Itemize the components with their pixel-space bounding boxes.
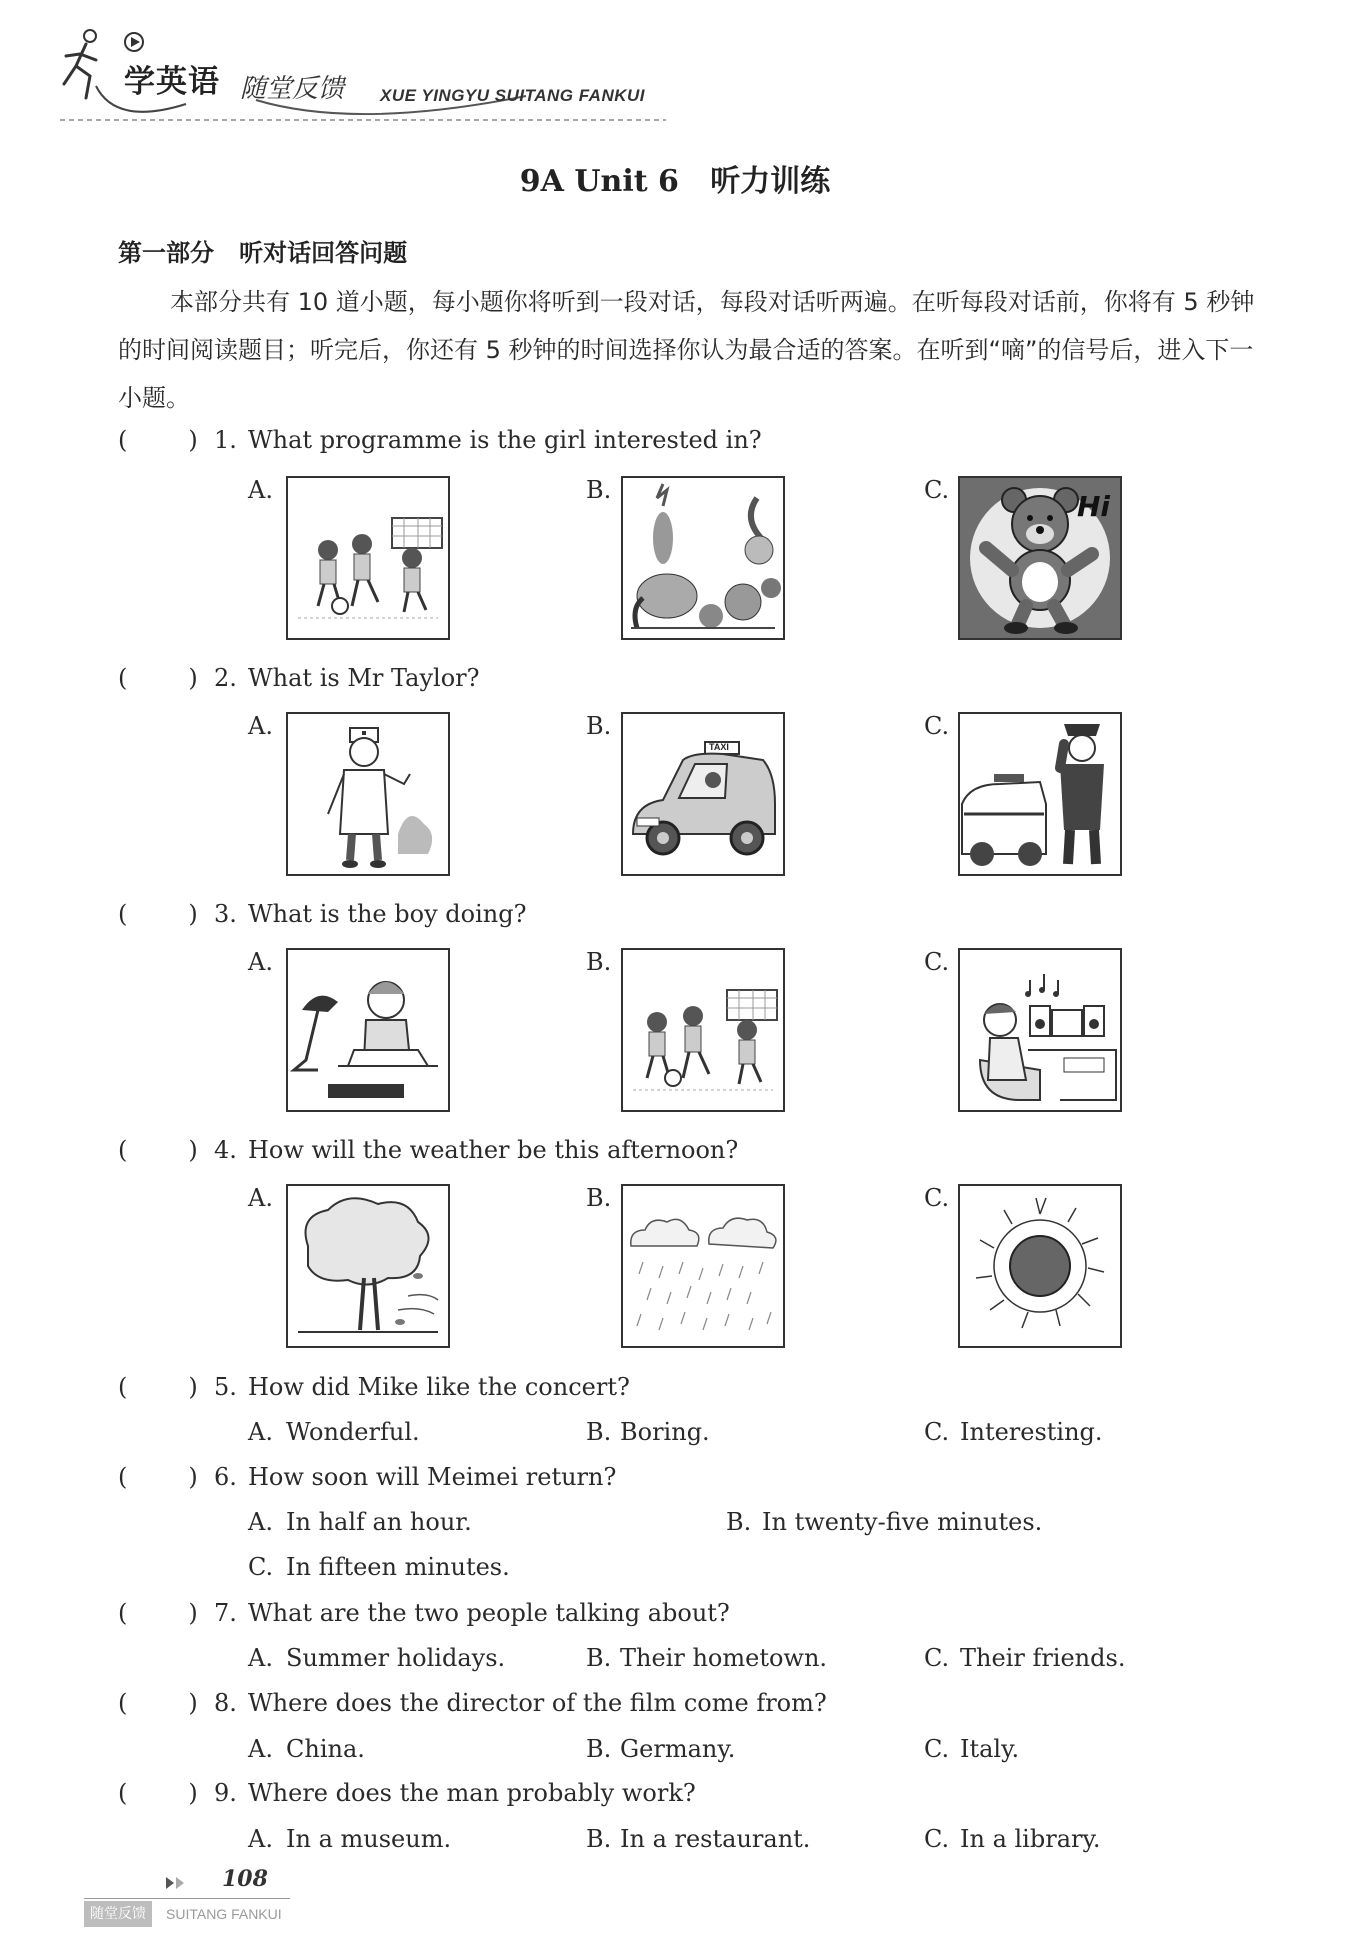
question-text: What are the two people talking about?	[248, 1599, 730, 1627]
answer-blank[interactable]: ( )	[118, 1779, 198, 1807]
boys-playing-football-picture-icon	[623, 950, 783, 1110]
option-text[interactable]: In a library.	[960, 1825, 1101, 1853]
option-text[interactable]: Germany.	[620, 1735, 736, 1763]
answer-blank[interactable]: ( )	[118, 664, 198, 692]
option-label: C.	[924, 712, 950, 740]
rainy-clouds-picture-icon	[623, 1186, 783, 1346]
question-number: 9.	[214, 1779, 237, 1807]
option-label: C.	[924, 1735, 950, 1763]
answer-blank[interactable]: ( )	[118, 1463, 198, 1491]
option-picture[interactable]	[286, 948, 450, 1112]
question-number: 3.	[214, 900, 237, 928]
question-text: Where does the man probably work?	[248, 1779, 696, 1807]
option-label: A.	[248, 1825, 273, 1853]
question-number: 4.	[214, 1136, 237, 1164]
option-label: B.	[586, 1184, 612, 1212]
option-text[interactable]: Boring.	[620, 1418, 710, 1446]
instructions: 本部分共有 10 道小题，每小题你将听到一段对话，每段对话听两遍。在听每段对话前，你将有 5 秒钟的时间阅读题目；听完后，你还有 5 秒钟的时间选择你认为最合适的答案。在听到“嘀”的信号后，进入下一小题。	[118, 288, 1255, 412]
option-picture[interactable]	[958, 712, 1122, 876]
option-picture[interactable]	[286, 476, 450, 640]
option-label: C.	[924, 1644, 950, 1672]
option-text[interactable]: In half an hour.	[286, 1508, 472, 1536]
option-text[interactable]: Their friends.	[960, 1644, 1126, 1672]
option-text[interactable]: In a museum.	[286, 1825, 452, 1853]
sunny-sun-picture-icon	[960, 1186, 1120, 1346]
question-number: 6.	[214, 1463, 237, 1491]
answer-blank[interactable]: ( )	[118, 1373, 198, 1401]
option-picture[interactable]	[958, 948, 1122, 1112]
answer-blank[interactable]: ( )	[118, 1599, 198, 1627]
option-label: A.	[248, 1735, 273, 1763]
animals-picture-icon	[623, 478, 783, 638]
hi-badge: Hi	[1076, 490, 1110, 523]
question-text: What is the boy doing?	[248, 900, 527, 928]
option-label: C.	[924, 1418, 950, 1446]
option-text[interactable]: Wonderful.	[286, 1418, 420, 1446]
option-label: C.	[924, 948, 950, 976]
option-label: B.	[726, 1508, 752, 1536]
option-picture[interactable]	[621, 712, 785, 876]
taxi-driver-picture-icon	[623, 714, 783, 874]
boy-listening-music-picture-icon	[960, 950, 1120, 1110]
taxi-sign: TAXI	[709, 742, 729, 752]
brand-pinyin: XUE YINGYU SUITANG FANKUI	[380, 86, 646, 105]
doctor-picture-icon	[288, 714, 448, 874]
option-label: B.	[586, 1644, 612, 1672]
option-text[interactable]: In fifteen minutes.	[286, 1553, 510, 1581]
answer-blank[interactable]: ( )	[118, 1136, 198, 1164]
page-number: 108	[222, 1866, 268, 1892]
option-label: B.	[586, 1418, 612, 1446]
option-text[interactable]: Interesting.	[960, 1418, 1103, 1446]
policeman-picture-icon	[960, 714, 1120, 874]
footer-tag-pinyin: SUITANG FANKUI	[166, 1906, 282, 1922]
question-number: 1.	[214, 426, 237, 454]
question-text: How soon will Meimei return?	[248, 1463, 617, 1491]
page-arrow-icon	[166, 1874, 186, 1886]
option-label: C.	[924, 1184, 950, 1212]
option-label: A.	[248, 948, 273, 976]
option-label: A.	[248, 1184, 273, 1212]
footer-rule	[84, 1898, 290, 1899]
option-picture[interactable]	[621, 476, 785, 640]
option-picture[interactable]	[621, 1184, 785, 1348]
question-text: How will the weather be this afternoon?	[248, 1136, 739, 1164]
brand-subtitle: 随堂反馈	[240, 74, 345, 104]
option-picture[interactable]	[958, 476, 1122, 640]
answer-blank[interactable]: ( )	[118, 900, 198, 928]
page-title: 9A Unit 6 听力训练	[519, 164, 831, 199]
question-number: 8.	[214, 1689, 237, 1717]
option-label: B.	[586, 1735, 612, 1763]
option-label: B.	[586, 1825, 612, 1853]
option-text[interactable]: Their hometown.	[620, 1644, 828, 1672]
question-text: How did Mike like the concert?	[248, 1373, 630, 1401]
question-text: What is Mr Taylor?	[248, 664, 480, 692]
option-text[interactable]: In twenty-five minutes.	[762, 1508, 1043, 1536]
answer-blank[interactable]: ( )	[118, 426, 198, 454]
children-football-picture-icon	[288, 478, 448, 638]
option-text[interactable]: China.	[286, 1735, 365, 1763]
option-label: B.	[586, 948, 612, 976]
option-label: A.	[248, 476, 273, 504]
brand-title: 学英语	[124, 64, 220, 100]
option-picture[interactable]	[621, 948, 785, 1112]
option-label: C.	[924, 1825, 950, 1853]
windy-tree-picture-icon	[288, 1186, 448, 1346]
option-label: A.	[248, 1508, 273, 1536]
option-picture[interactable]	[286, 712, 450, 876]
answer-blank[interactable]: ( )	[118, 1689, 198, 1717]
option-picture[interactable]	[286, 1184, 450, 1348]
question-number: 5.	[214, 1373, 237, 1401]
option-label: B.	[586, 712, 612, 740]
option-text[interactable]: Summer holidays.	[286, 1644, 506, 1672]
question-number: 7.	[214, 1599, 237, 1627]
option-picture[interactable]	[958, 1184, 1122, 1348]
option-text[interactable]: Italy.	[960, 1735, 1020, 1763]
option-label: A.	[248, 1644, 273, 1672]
option-label: A.	[248, 712, 273, 740]
question-number: 2.	[214, 664, 237, 692]
option-label: C.	[248, 1553, 274, 1581]
option-label: B.	[586, 476, 612, 504]
option-text[interactable]: In a restaurant.	[620, 1825, 811, 1853]
boy-studying-picture-icon	[288, 950, 448, 1110]
question-text: What programme is the girl interested in?	[248, 426, 762, 454]
option-label: C.	[924, 476, 950, 504]
part-heading: 第一部分 听对话回答问题	[118, 239, 408, 267]
option-label: A.	[248, 1418, 273, 1446]
question-text: Where does the director of the film come from?	[248, 1689, 827, 1717]
footer-tag: 随堂反馈	[84, 1901, 152, 1927]
